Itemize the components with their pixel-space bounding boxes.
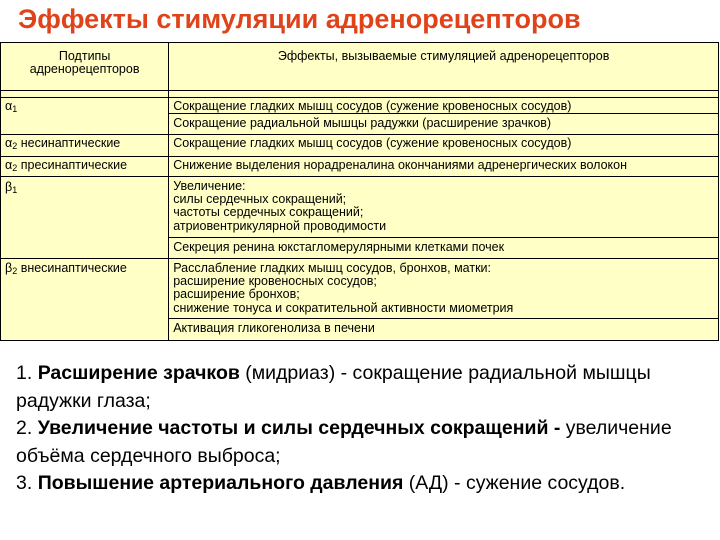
subtype-alpha2-pre: [1, 157, 169, 176]
note-1: [16, 360, 706, 415]
note-bold: Увеличение частоты и силы сердечных сокращений -: [37, 417, 561, 439]
subscript: 2: [12, 140, 18, 151]
table-row-alpha2-pre: [1, 157, 719, 176]
table-header-row: [1, 43, 719, 91]
greek-letter: α: [5, 158, 13, 173]
effect-line: Увеличение:: [173, 178, 246, 193]
effect-cell: [169, 157, 719, 176]
effect-line: Расслабление гладких мышц сосудов, бронхов, матки:: [173, 260, 492, 275]
subtype-alpha2-non: [1, 134, 169, 156]
note-3: [16, 470, 706, 498]
subscript: 2: [12, 163, 18, 174]
header-subtypes: Подтипы адренорецепторов: [1, 43, 169, 91]
note-text: (мидриаз) - сокращение радиальной мышцы радужки глаза;: [16, 362, 651, 412]
effect-cell: Сокращение гладких мышц сосудов (сужение кровеносных сосудов): [169, 98, 719, 114]
subtype-suffix: несинаптические: [17, 135, 121, 150]
effect-cell: Сокращение гладких мышц сосудов (сужение кровеносных сосудов): [169, 134, 719, 156]
adrenoreceptor-table: [0, 42, 719, 341]
effect-line: частоты сердечных сокращений;: [173, 205, 364, 220]
effect-line: атриовентрикулярной проводимости: [173, 218, 387, 233]
table-spacer-row: [1, 91, 719, 98]
subtype-suffix: внесинаптические: [17, 260, 127, 275]
notes-block: [16, 360, 706, 498]
table-row-alpha1: [1, 98, 719, 114]
effect-line: силы сердечных сокращений;: [173, 192, 347, 207]
greek-letter: α: [5, 135, 13, 150]
subtype-beta1: [1, 176, 169, 258]
note-text: (АД) - сужение сосудов.: [403, 472, 626, 494]
effect-line: расширение кровеносных сосудов;: [173, 274, 377, 289]
effect-cell: [169, 176, 719, 238]
table-row-alpha2-non: [1, 134, 719, 156]
greek-letter: β: [5, 179, 13, 194]
effect-line: снижение тонуса и сократительной активности миометрия: [173, 300, 514, 315]
subtype-suffix: пресинаптические: [17, 158, 128, 173]
note-bold: Повышение артериального давления: [37, 472, 404, 494]
page-title: Эффекты стимуляции адренорецепторов: [18, 4, 581, 34]
table-row-beta1: [1, 176, 719, 238]
note-2: [16, 415, 706, 470]
note-bold: Расширение зрачков: [37, 362, 240, 384]
header-effects: Эффекты, вызываемые стимуляцией адренорецепторов: [169, 43, 719, 91]
effect-line: расширение бронхов;: [173, 287, 300, 302]
effect-cell: Активация гликогенолиза в печени: [169, 319, 719, 340]
subscript: 1: [12, 104, 18, 114]
subscript: 1: [12, 184, 18, 195]
note-number: 2.: [16, 417, 38, 439]
table-row-beta2: [1, 258, 719, 319]
note-text: увеличение объёма сердечного выброса;: [16, 417, 672, 467]
subtype-beta2: [1, 258, 169, 340]
effect-cell: [169, 258, 719, 319]
subtype-alpha1: [1, 98, 169, 135]
effect-text: Снижение выделения норадреналина окончаниями адренергических волокон: [173, 158, 627, 173]
effect-cell: Секреция ренина юкстагломерулярными клетками почек: [169, 238, 719, 258]
note-number: 1.: [16, 362, 38, 384]
subscript: 2: [12, 265, 18, 276]
greek-letter: β: [5, 260, 13, 275]
effect-cell: Сокращение радиальной мышцы радужки (расширение зрачков): [169, 114, 719, 134]
note-number: 3.: [16, 472, 38, 494]
greek-letter: α: [5, 99, 13, 113]
